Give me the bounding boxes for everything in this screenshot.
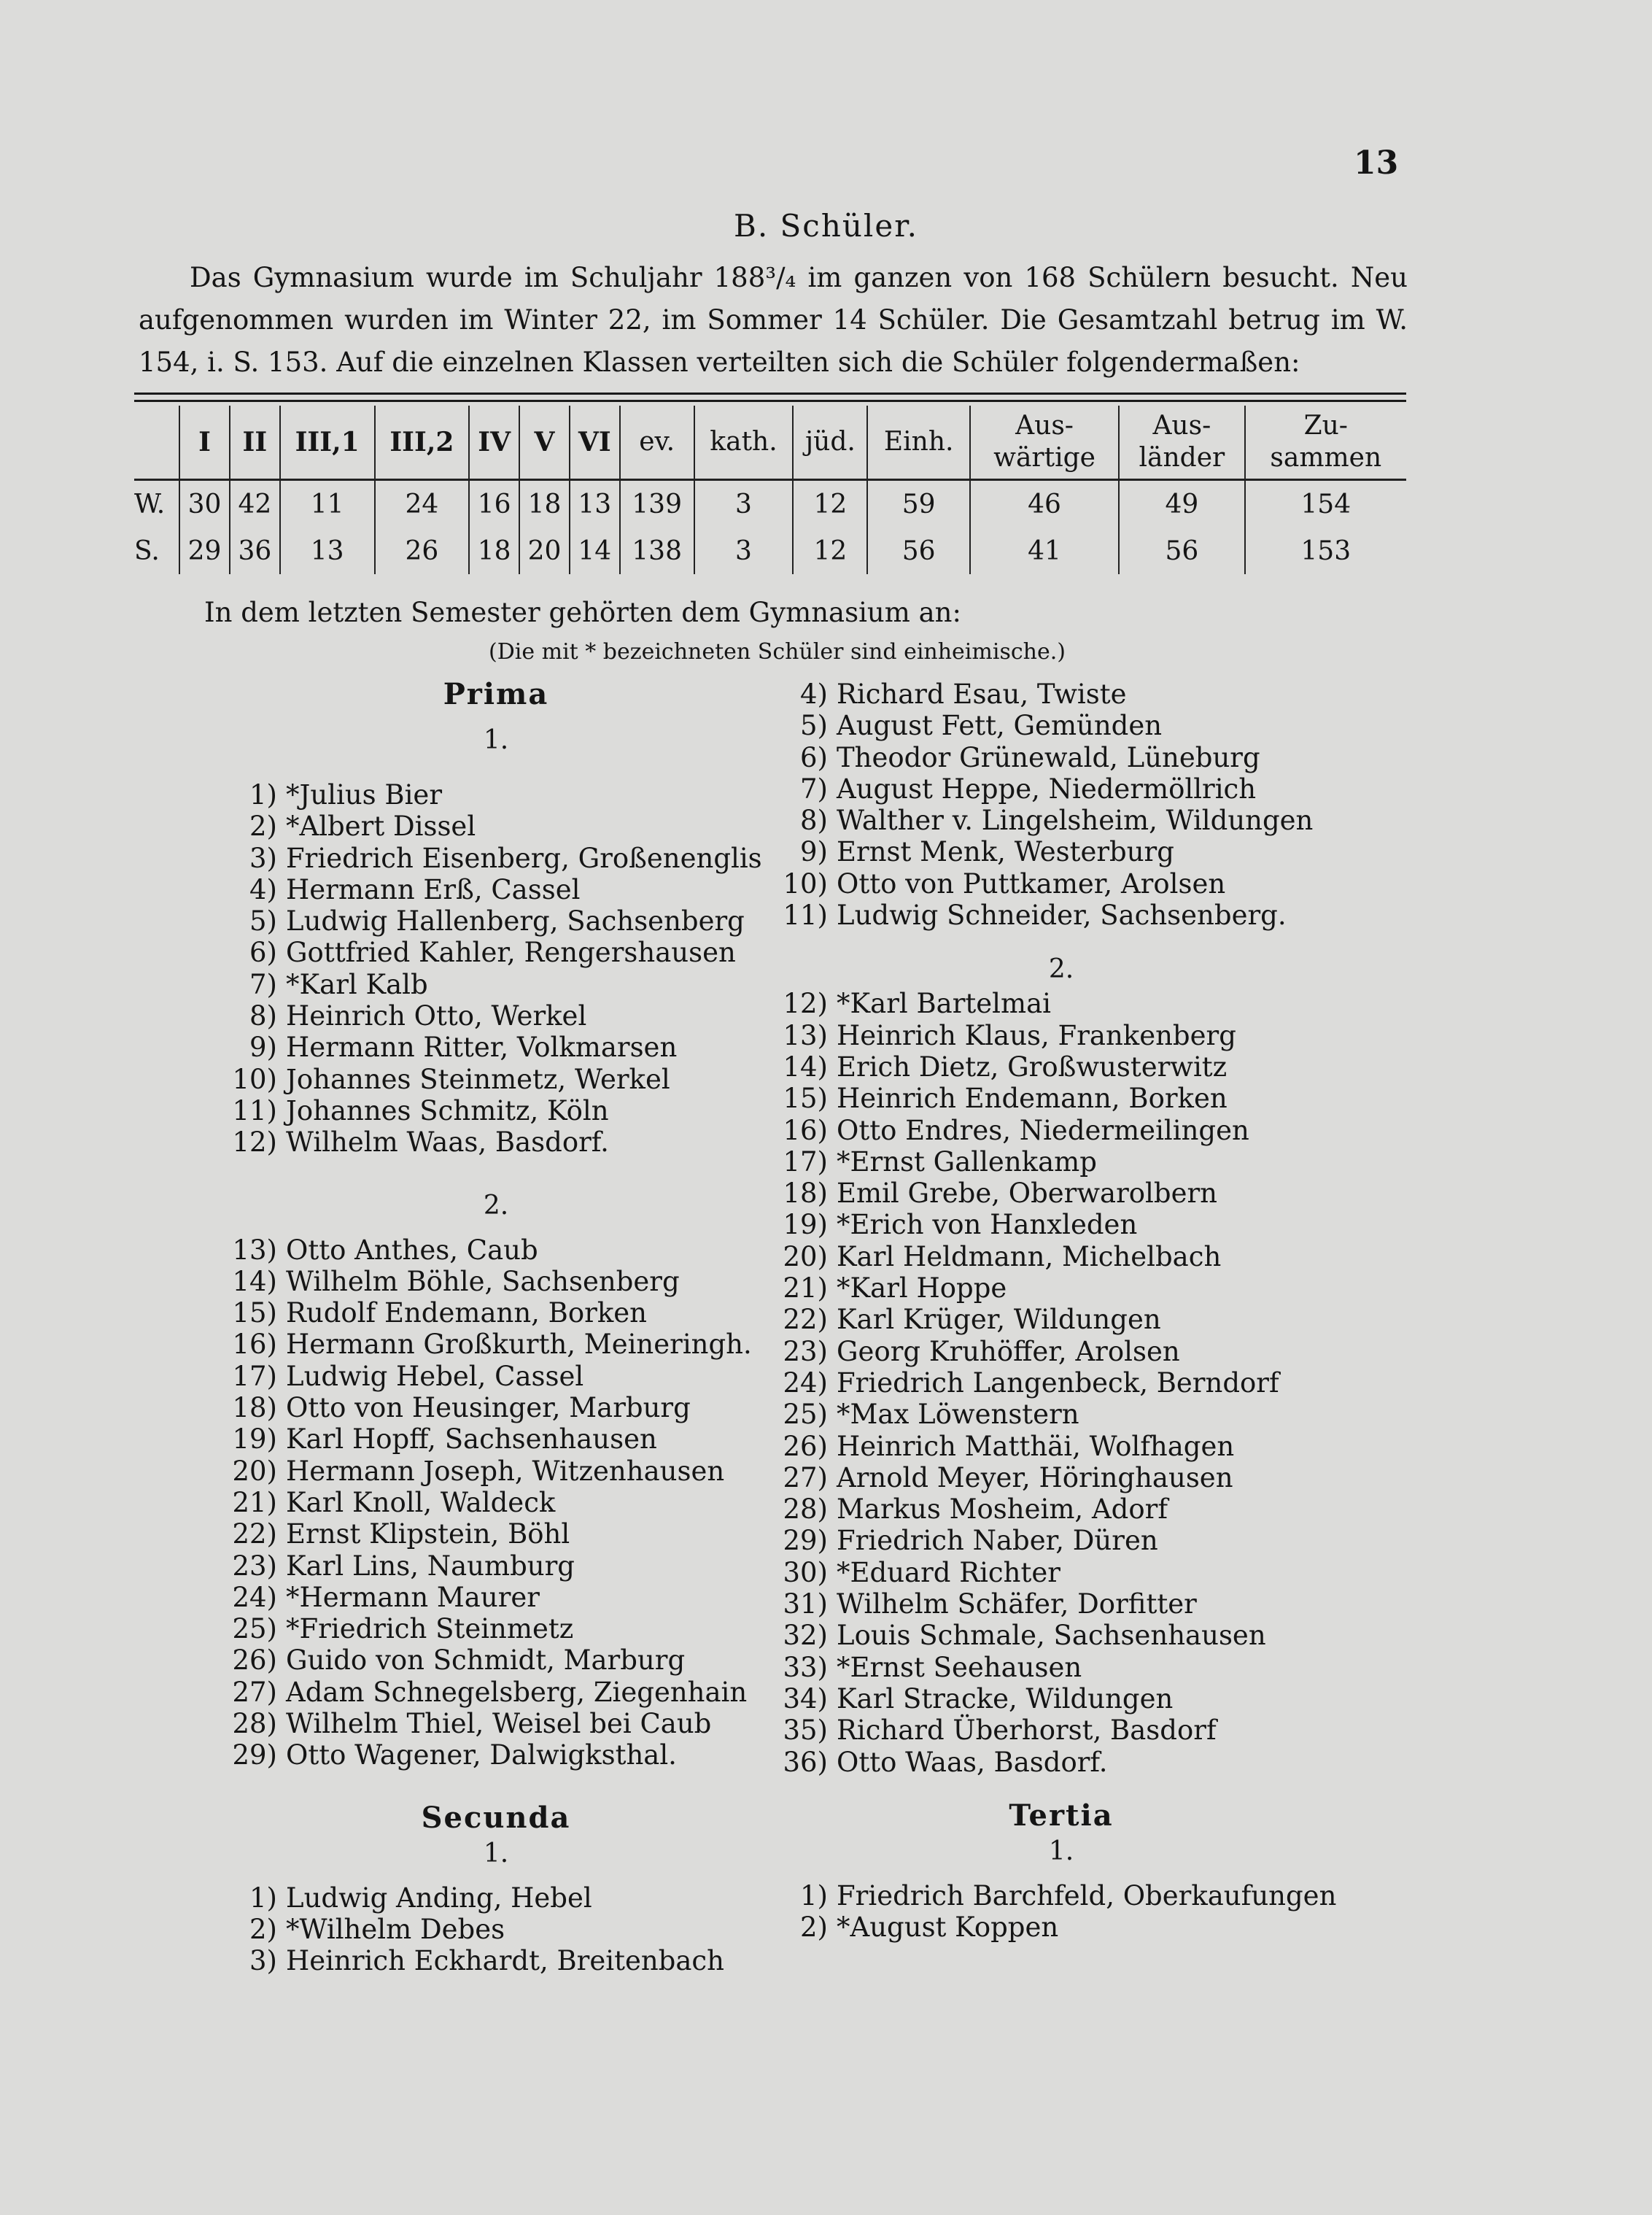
- list-item-name: Markus Mosheim, Adorf: [837, 1493, 1168, 1526]
- table-header-cell: III,1: [280, 406, 375, 480]
- list-item-name: Heinrich Klaus, Frankenberg: [837, 1019, 1236, 1051]
- list-item-number: 8): [249, 1000, 277, 1032]
- list-item-number: 7): [800, 773, 828, 805]
- list-item: [769, 836, 1353, 867]
- list-item: [769, 773, 1353, 805]
- table-cell: 49: [1119, 480, 1244, 528]
- table-header-row: [134, 406, 1406, 480]
- secunda-group-2-label: 2.: [1048, 954, 1074, 985]
- list-item-number: 16): [232, 1329, 277, 1361]
- table-cell: 3: [694, 480, 794, 528]
- list-item: [219, 1297, 773, 1329]
- list-item-name: August Heppe, Niedermöllrich: [837, 773, 1257, 805]
- table-cell: 3: [694, 527, 794, 574]
- list-item-name: Walther v. Lingelsheim, Wildungen: [837, 805, 1314, 837]
- table-top-rule: [134, 393, 1406, 395]
- list-item: [769, 1683, 1353, 1715]
- list-item-number: 27): [232, 1676, 277, 1708]
- table-cell: 138: [620, 527, 694, 574]
- list-item-number: 5): [800, 710, 828, 742]
- list-item: [769, 1304, 1353, 1335]
- membership-caption: In dem letzten Semester gehörten dem Gymnasium an:: [204, 597, 961, 628]
- list-item-name: Karl Heldmann, Michelbach: [837, 1240, 1222, 1272]
- table-header-cell: IV: [469, 406, 519, 480]
- list-item-name: Erich Dietz, Großwusterwitz: [837, 1051, 1228, 1083]
- prima-group-1-label: 1.: [483, 725, 509, 755]
- list-item-number: 6): [249, 937, 277, 969]
- list-item: [219, 874, 773, 905]
- list-item-number: 2): [249, 1913, 277, 1945]
- list-item-name: Ernst Klipstein, Böhl: [286, 1518, 570, 1550]
- list-item-name: Otto von Heusinger, Marburg: [286, 1392, 691, 1424]
- list-item: [219, 1361, 773, 1392]
- table-cell: 42: [230, 480, 280, 528]
- list-item-number: 25): [232, 1613, 277, 1645]
- list-item-name: *Hermann Maurer: [286, 1581, 540, 1613]
- list-item: [219, 1423, 773, 1455]
- list-item-number: 9): [249, 1032, 277, 1064]
- table-header-cell: Aus- wärtige: [970, 406, 1119, 480]
- list-item-name: Hermann Großkurth, Meineringh.: [286, 1329, 752, 1361]
- secunda-group-1-label: 1.: [483, 1838, 509, 1868]
- secunda-heading: Secunda: [421, 1800, 571, 1835]
- table-row: [134, 527, 1406, 574]
- list-item-number: 20): [783, 1240, 828, 1272]
- table-cell: 29: [179, 527, 230, 574]
- list-item-number: 1): [249, 1882, 277, 1914]
- list-item-name: Emil Grebe, Oberwarolbern: [837, 1178, 1217, 1210]
- list-item-number: 3): [249, 842, 277, 874]
- list-item-number: 17): [783, 1145, 828, 1178]
- list-item: [219, 1487, 773, 1518]
- list-item-number: 6): [800, 741, 828, 773]
- list-item-number: 22): [783, 1304, 828, 1336]
- list-item-name: Wilhelm Schäfer, Dorfitter: [837, 1588, 1197, 1620]
- list-item: [219, 1613, 773, 1644]
- list-item: [219, 1095, 773, 1126]
- list-item: [769, 1652, 1353, 1683]
- prima-heading: Prima: [443, 677, 549, 711]
- list-item-number: 28): [783, 1493, 828, 1526]
- list-item: [219, 1739, 773, 1771]
- list-item: [769, 742, 1353, 773]
- list-item: [219, 1064, 773, 1095]
- table-header-cell: [134, 406, 179, 480]
- table-cell: 24: [375, 480, 470, 528]
- list-item: [219, 811, 773, 842]
- list-item: [769, 1911, 1353, 1943]
- list-item: [769, 1209, 1353, 1240]
- list-item: [219, 937, 773, 968]
- list-item-name: Hermann Ritter, Volkmarsen: [286, 1032, 678, 1064]
- table-cell: 14: [570, 527, 620, 574]
- list-item-number: 34): [783, 1682, 828, 1715]
- list-item-number: 27): [783, 1461, 828, 1493]
- page-number: 13: [1354, 144, 1399, 182]
- table-cell: 20: [519, 527, 570, 574]
- list-item-number: 2): [800, 1911, 828, 1944]
- table-top-rule-second: [134, 400, 1406, 402]
- list-item-name: Otto Endres, Niedermeilingen: [837, 1114, 1249, 1146]
- tertia-group-1-list: [769, 1880, 1353, 1944]
- list-item-number: 15): [783, 1083, 828, 1115]
- list-item: [769, 1493, 1353, 1525]
- table-cell: 154: [1245, 480, 1406, 528]
- list-item: [769, 1051, 1353, 1083]
- list-item-name: Friedrich Barchfeld, Oberkaufungen: [837, 1879, 1337, 1911]
- list-item-number: 2): [249, 811, 277, 843]
- section-heading: B. Schüler.: [733, 208, 919, 244]
- list-item: [769, 1525, 1353, 1556]
- table-cell: 56: [1119, 527, 1244, 574]
- list-item: [219, 1582, 773, 1613]
- list-item-name: Heinrich Eckhardt, Breitenbach: [286, 1945, 724, 1977]
- table-cell: 16: [469, 480, 519, 528]
- list-item-name: August Fett, Gemünden: [837, 710, 1163, 742]
- prima-group-2-list: [219, 1234, 773, 1771]
- list-item-number: 24): [232, 1581, 277, 1613]
- table-body: [134, 480, 1406, 575]
- list-item-number: 10): [232, 1063, 277, 1095]
- list-item-number: 26): [232, 1644, 277, 1677]
- list-item-name: Ludwig Schneider, Sachsenberg.: [837, 900, 1287, 932]
- list-item-number: 31): [783, 1588, 828, 1620]
- table-cell: 13: [570, 480, 620, 528]
- list-item-number: 7): [249, 968, 277, 1000]
- list-item: [769, 679, 1353, 710]
- list-item-name: Karl Hopff, Sachsenhausen: [286, 1423, 657, 1456]
- list-item: [219, 905, 773, 937]
- list-item: [219, 1266, 773, 1297]
- list-item: [769, 1146, 1353, 1178]
- list-item-number: 36): [783, 1746, 828, 1778]
- list-item: [769, 1020, 1353, 1051]
- list-item-name: Otto Anthes, Caub: [286, 1234, 538, 1266]
- list-item-name: *Julius Bier: [286, 779, 443, 811]
- list-item-name: Theodor Grünewald, Lüneburg: [837, 741, 1260, 773]
- list-item-number: 25): [783, 1399, 828, 1431]
- list-item-number: 26): [783, 1430, 828, 1462]
- table-header-cell: jüd.: [793, 406, 867, 480]
- list-item-number: 21): [232, 1486, 277, 1518]
- list-item-number: 35): [783, 1715, 828, 1747]
- list-item-name: Heinrich Endemann, Borken: [837, 1083, 1228, 1115]
- list-item-name: *Karl Bartelmai: [837, 988, 1051, 1020]
- list-item-number: 33): [783, 1651, 828, 1683]
- list-item-name: Ernst Menk, Westerburg: [837, 836, 1174, 868]
- list-item-name: *Ernst Seehausen: [837, 1651, 1082, 1683]
- list-item-number: 29): [783, 1525, 828, 1557]
- list-item: [769, 1178, 1353, 1209]
- list-item-number: 1): [249, 779, 277, 811]
- list-item-name: Ludwig Hebel, Cassel: [286, 1360, 584, 1392]
- list-item-name: *Karl Kalb: [286, 968, 428, 1000]
- table-cell: 18: [469, 527, 519, 574]
- list-item-number: 1): [800, 1879, 828, 1911]
- list-item: [769, 1083, 1353, 1114]
- list-item-name: *Max Löwenstern: [837, 1399, 1079, 1431]
- list-item-name: Wilhelm Thiel, Weisel bei Caub: [286, 1708, 712, 1740]
- list-item-name: *Karl Hoppe: [837, 1272, 1007, 1304]
- list-item-name: Arnold Meyer, Höringhausen: [837, 1461, 1233, 1493]
- table-cell: S.: [134, 536, 160, 566]
- list-item-number: 15): [232, 1297, 277, 1329]
- table-cell: 56: [867, 527, 970, 574]
- list-item: [219, 1882, 773, 1914]
- list-item-name: Otto von Puttkamer, Arolsen: [837, 867, 1226, 900]
- list-item-number: 4): [800, 679, 828, 710]
- list-item: [219, 1032, 773, 1063]
- list-item-name: Louis Schmale, Sachsenhausen: [837, 1620, 1266, 1652]
- list-item-number: 9): [800, 836, 828, 868]
- list-item: [769, 1588, 1353, 1620]
- list-item-number: 18): [783, 1178, 828, 1210]
- list-item-name: Wilhelm Böhle, Sachsenberg: [286, 1265, 680, 1297]
- list-item-number: 20): [232, 1455, 277, 1487]
- table-cell: 46: [970, 480, 1119, 528]
- list-item-number: 23): [232, 1550, 277, 1582]
- list-item: [769, 1747, 1353, 1778]
- list-item: [219, 1234, 773, 1266]
- list-item-number: 19): [232, 1423, 277, 1456]
- list-item-name: *August Koppen: [837, 1911, 1059, 1944]
- list-item-number: 16): [783, 1114, 828, 1146]
- list-item: [219, 779, 773, 811]
- table-header-cell: VI: [570, 406, 620, 480]
- list-item-number: 30): [783, 1556, 828, 1588]
- list-item: [769, 1715, 1353, 1746]
- table-header-cell: II: [230, 406, 280, 480]
- list-item-name: *Ernst Gallenkamp: [837, 1145, 1097, 1178]
- list-item-name: *Friedrich Steinmetz: [286, 1613, 574, 1645]
- list-item-name: *Albert Dissel: [286, 811, 476, 843]
- list-item-name: Georg Kruhöffer, Arolsen: [837, 1335, 1180, 1367]
- intro-paragraph: [139, 257, 1408, 384]
- list-item-name: Friedrich Langenbeck, Berndorf: [837, 1367, 1279, 1399]
- list-item: [769, 1115, 1353, 1146]
- list-item-number: 8): [800, 805, 828, 837]
- secunda-group-1-left-list: [219, 1882, 773, 1977]
- list-item-number: 4): [249, 873, 277, 905]
- list-item-number: 24): [783, 1367, 828, 1399]
- list-item-number: 18): [232, 1392, 277, 1424]
- list-item-name: Heinrich Otto, Werkel: [286, 1000, 587, 1032]
- table-row: [134, 480, 1406, 528]
- list-item-number: 11): [783, 900, 828, 932]
- list-item-name: Heinrich Matthäi, Wolfhagen: [837, 1430, 1235, 1462]
- prima-group-1-list: [219, 779, 773, 1159]
- list-item: [769, 1272, 1353, 1304]
- list-item-number: 3): [249, 1945, 277, 1977]
- list-item: [219, 1644, 773, 1676]
- list-item: [769, 868, 1353, 900]
- table-header-cell: V: [519, 406, 570, 480]
- list-item-name: Ludwig Anding, Hebel: [286, 1882, 592, 1914]
- list-item: [219, 1456, 773, 1487]
- table-header-cell: III,2: [375, 406, 470, 480]
- table-cell: 36: [230, 527, 280, 574]
- list-item-name: *Eduard Richter: [837, 1556, 1060, 1588]
- list-item: [219, 1708, 773, 1739]
- list-item-number: 22): [232, 1518, 277, 1550]
- list-item-number: 13): [232, 1234, 277, 1266]
- table-cell: 26: [375, 527, 470, 574]
- list-item-name: *Wilhelm Debes: [286, 1913, 505, 1945]
- list-item: [769, 1336, 1353, 1367]
- list-item-name: Hermann Joseph, Witzenhausen: [286, 1455, 725, 1487]
- tertia-group-1-label: 1.: [1048, 1836, 1074, 1866]
- list-item: [219, 843, 773, 874]
- table-cell: 12: [793, 527, 867, 574]
- list-item-name: Karl Lins, Naumburg: [286, 1550, 575, 1582]
- list-item: [219, 1914, 773, 1945]
- list-item: [769, 1399, 1353, 1430]
- list-item-name: Hermann Erß, Cassel: [286, 873, 581, 905]
- list-item: [769, 1880, 1353, 1911]
- list-item-name: Karl Stracke, Wildungen: [837, 1682, 1174, 1715]
- list-item-name: Johannes Schmitz, Köln: [286, 1094, 609, 1126]
- list-item: [769, 900, 1353, 931]
- list-item: [769, 1462, 1353, 1493]
- list-item-name: Richard Überhorst, Basdorf: [837, 1715, 1217, 1747]
- table-cell: 18: [519, 480, 570, 528]
- table-cell: 59: [867, 480, 970, 528]
- left-column: [219, 677, 773, 1977]
- table-cell: 153: [1245, 527, 1406, 574]
- list-item-number: 5): [249, 905, 277, 938]
- list-item: [769, 1367, 1353, 1399]
- list-item: [219, 1945, 773, 1976]
- list-item: [219, 1126, 773, 1158]
- list-item: [219, 1000, 773, 1032]
- list-item-name: Otto Wagener, Dalwigksthal.: [286, 1739, 677, 1771]
- list-item: [769, 1431, 1353, 1462]
- list-item-number: 21): [783, 1272, 828, 1304]
- list-item: [769, 1620, 1353, 1651]
- list-item: [219, 1550, 773, 1582]
- list-item-name: Adam Schnegelsberg, Ziegenhain: [286, 1676, 748, 1708]
- list-item-name: *Erich von Hanxleden: [837, 1209, 1138, 1241]
- list-item-number: 19): [783, 1209, 828, 1241]
- table-header-cell: I: [179, 406, 230, 480]
- table-header-cell: Aus- länder: [1119, 406, 1244, 480]
- table-header-cell: ev.: [620, 406, 694, 480]
- list-item-name: Wilhelm Waas, Basdorf.: [286, 1126, 609, 1159]
- list-item-name: Friedrich Naber, Düren: [837, 1525, 1158, 1557]
- list-item: [769, 988, 1353, 1019]
- list-item-number: 13): [783, 1019, 828, 1051]
- list-item-number: 32): [783, 1620, 828, 1652]
- list-item: [219, 969, 773, 1000]
- table-cell: 30: [179, 480, 230, 528]
- list-item-name: Ludwig Hallenberg, Sachsenberg: [286, 905, 745, 938]
- list-item-name: Friedrich Eisenberg, Großenenglis: [286, 842, 762, 874]
- table-cell: 13: [280, 527, 375, 574]
- list-item: [769, 805, 1353, 836]
- list-item-name: Gottfried Kahler, Rengershausen: [286, 937, 736, 969]
- list-item-number: 14): [783, 1051, 828, 1083]
- class-distribution-table: [134, 406, 1406, 574]
- list-item-name: Johannes Steinmetz, Werkel: [286, 1063, 670, 1095]
- list-item-number: 29): [232, 1739, 277, 1771]
- list-item-name: Karl Knoll, Waldeck: [286, 1486, 556, 1518]
- list-item: [769, 710, 1353, 741]
- list-item-number: 28): [232, 1708, 277, 1740]
- list-item-number: 23): [783, 1335, 828, 1367]
- list-item-number: 10): [783, 867, 828, 900]
- table-cell: W.: [134, 489, 166, 519]
- table-cell: 139: [620, 480, 694, 528]
- intro-text: Das Gymnasium wurde im Schuljahr 188³/₄ im ganzen von 168 Schülern besucht. Neu aufgenommen wurden im Winter 22, im Sommer 14 Schüler. Die Gesamtzahl betrug im W. 154, i. S. 153. Auf die einzelnen Klassen verteilten sich die Schüler folgendermaßen:: [139, 262, 1408, 378]
- list-item: [219, 1518, 773, 1550]
- list-item-number: 11): [232, 1094, 277, 1126]
- table-header-cell: Einh.: [867, 406, 970, 480]
- list-item-name: Richard Esau, Twiste: [837, 679, 1127, 710]
- list-item: [219, 1329, 773, 1360]
- table-cell: 11: [280, 480, 375, 528]
- list-item: [219, 1392, 773, 1423]
- list-item-number: 12): [783, 988, 828, 1020]
- list-item: [769, 1241, 1353, 1272]
- list-item-name: Guido von Schmidt, Marburg: [286, 1644, 686, 1677]
- list-item: [219, 1677, 773, 1708]
- secunda-group-1-right-list: [769, 679, 1353, 931]
- table-cell: 41: [970, 527, 1119, 574]
- table-header-cell: kath.: [694, 406, 794, 480]
- list-item-name: Karl Krüger, Wildungen: [837, 1304, 1161, 1336]
- right-column: [769, 679, 1353, 1943]
- tertia-heading: Tertia: [1009, 1798, 1114, 1833]
- prima-group-2-label: 2.: [483, 1190, 509, 1221]
- table-header-cell: Zu- sammen: [1245, 406, 1406, 480]
- list-item-name: Rudolf Endemann, Borken: [286, 1297, 647, 1329]
- list-item-number: 12): [232, 1126, 277, 1159]
- table-cell: 12: [793, 480, 867, 528]
- list-item: [769, 1557, 1353, 1588]
- list-item-name: Otto Waas, Basdorf.: [837, 1746, 1108, 1778]
- membership-note: (Die mit * bezeichneten Schüler sind einheimische.): [489, 639, 1066, 665]
- secunda-group-2-list: [769, 988, 1353, 1777]
- list-item-number: 17): [232, 1360, 277, 1392]
- list-item-number: 14): [232, 1265, 277, 1297]
